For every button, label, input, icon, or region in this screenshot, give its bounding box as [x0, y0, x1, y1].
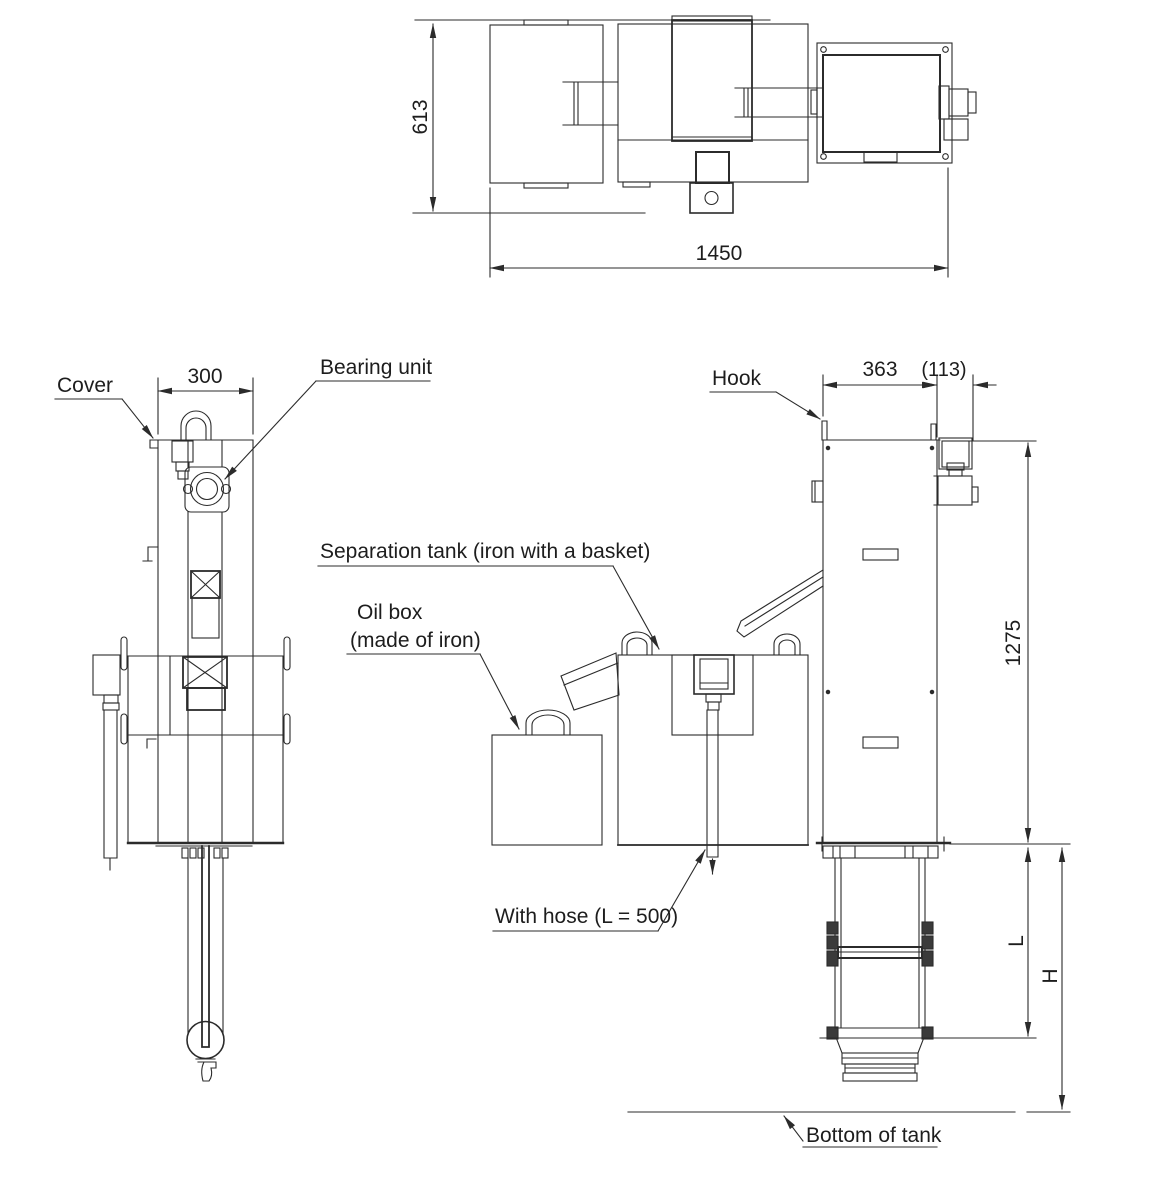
separation-tank: [561, 632, 808, 874]
label-bottom-of-tank: Bottom of tank: [806, 1124, 942, 1147]
oil-box: [492, 710, 602, 845]
dim-363: 363: [862, 358, 898, 381]
label-oil-box-material: (made of iron): [350, 629, 481, 652]
side-telescope: [827, 858, 933, 1081]
side-flange: [817, 837, 1070, 858]
label-bearing-unit: Bearing unit: [320, 356, 433, 379]
front-column: [143, 411, 253, 843]
label-separation-tank: Separation tank (iron with a basket): [320, 540, 651, 563]
label-hook: Hook: [712, 367, 762, 390]
cover-leader: [55, 399, 153, 438]
dim-H: H: [1039, 968, 1062, 984]
middle-view: [318, 540, 808, 931]
dim-300: 300: [187, 365, 223, 388]
side-motor-unit: [934, 438, 978, 505]
side-column: [737, 421, 940, 843]
label-cover: Cover: [57, 374, 114, 397]
front-view: [55, 356, 432, 1081]
dim-1450: 1450: [695, 242, 743, 265]
plan-middle-box: [618, 16, 823, 213]
plan-right-box: [811, 43, 976, 163]
dim-L: L: [1005, 935, 1028, 947]
side-view: [628, 358, 1070, 1147]
dim-1275: 1275: [1002, 619, 1025, 667]
label-with-hose: With hose (L = 500): [495, 905, 679, 928]
top-plan-view: [409, 16, 976, 277]
oil-box-leader: [347, 654, 519, 729]
front-suction-tube: [187, 846, 224, 1081]
hook-leader: [710, 392, 820, 419]
label-oil-box: Oil box: [357, 601, 423, 624]
dim-363-line: [823, 375, 937, 437]
dim-113: (113): [921, 359, 967, 381]
plan-left-box: [490, 20, 618, 188]
dim-613: 613: [409, 99, 432, 135]
front-tank: [93, 637, 290, 870]
dim-113-line: [914, 375, 996, 440]
bearing-unit-leader: [225, 381, 430, 479]
